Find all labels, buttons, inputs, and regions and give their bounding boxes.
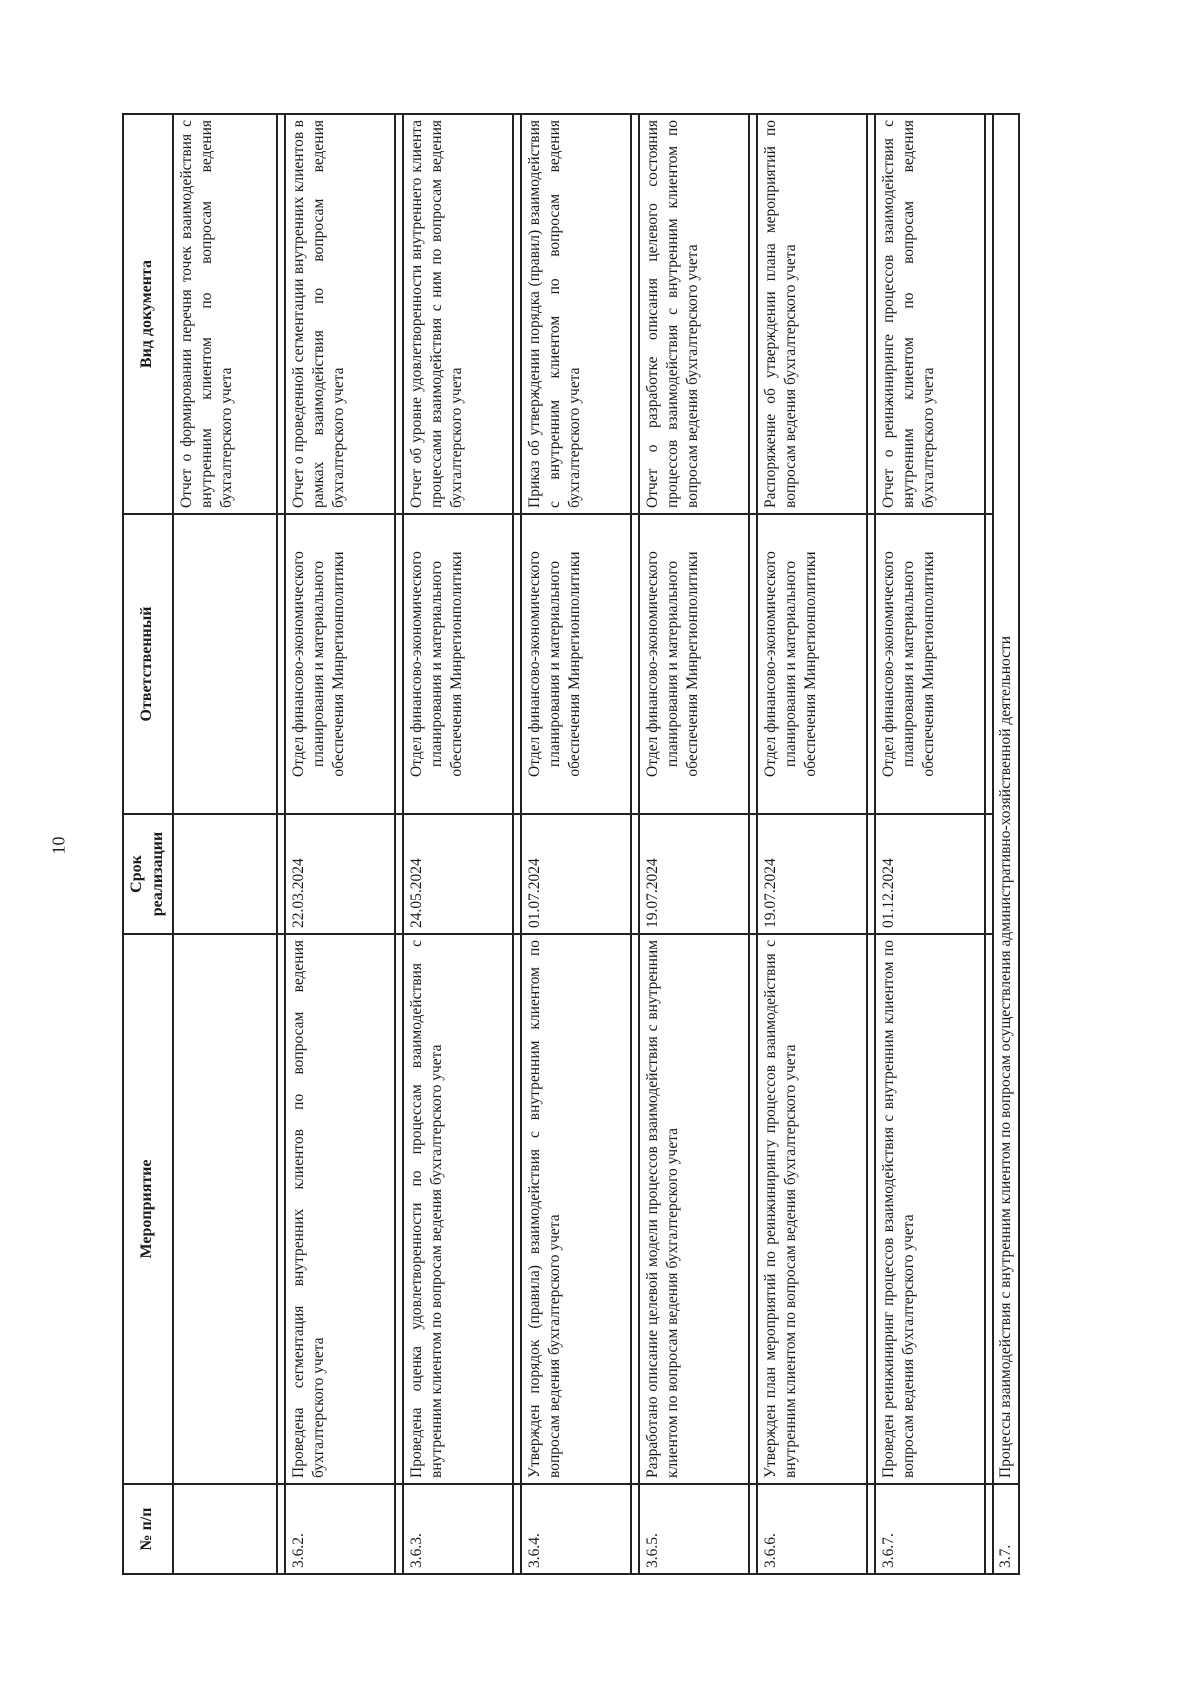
cell-date: 01.12.2024: [875, 814, 985, 934]
section-title: Процессы взаимодействия с внутренним клиентом по вопросам осуществления административно-хозяйственной деятельности: [993, 114, 1019, 1484]
row-separator: [867, 114, 875, 1574]
cell-date: 22.03.2024: [285, 814, 395, 934]
cell-date: [173, 814, 277, 934]
cell-date: 24.05.2024: [403, 814, 513, 934]
cell-event: [173, 934, 277, 1484]
header-num: № п/п: [123, 1484, 173, 1574]
row-separator: [395, 114, 403, 1574]
cell-num: 3.6.2.: [285, 1484, 395, 1574]
cell-num: 3.6.5.: [639, 1484, 749, 1574]
plan-table: [122, 113, 1020, 1575]
cell-responsible: Отдел финансово-экономического планирования и материального обеспечения Минрегионполитики: [521, 514, 631, 814]
table-row: [521, 114, 631, 1574]
header-doc: Вид документа: [123, 114, 173, 514]
cell-doc: Отчет о разработке описания целевого состояния процессов взаимодействия с внутренним клиентом по вопросам ведения бухгалтерского учета: [639, 114, 749, 514]
table-row: [403, 114, 513, 1574]
cell-event: Утвержден план мероприятий по реинжинирингу процессов взаимодействия с внутренним клиентом по вопросам ведения бухгалтерского учета: [757, 934, 867, 1484]
cell-num: 3.6.6.: [757, 1484, 867, 1574]
cell-responsible: Отдел финансово-экономического планирования и материального обеспечения Минрегионполитики: [639, 514, 749, 814]
cell-responsible: Отдел финансово-экономического планирования и материального обеспечения Минрегионполитики: [285, 514, 395, 814]
cell-num: 3.6.7.: [875, 1484, 985, 1574]
page-number: 10: [48, 836, 69, 855]
section-num: 3.7.: [993, 1484, 1019, 1574]
row-separator: [985, 114, 993, 1574]
cell-doc: Отчет о реинжиниринге процессов взаимодействия с внутренним клиентом по вопросам ведения бухгалтерского учета: [875, 114, 985, 514]
cell-event: Утвержден порядок (правила) взаимодействия с внутренним клиентом по вопросам ведения бухгалтерского учета: [521, 934, 631, 1484]
header-responsible: Ответственный: [123, 514, 173, 814]
cell-doc: Отчет о проведенной сегментации внутренних клиентов в рамках взаимодействия по вопросам ведения бухгалтерского учета: [285, 114, 395, 514]
cell-date: 01.07.2024: [521, 814, 631, 934]
row-separator: [277, 114, 285, 1574]
section-row: [993, 114, 1019, 1574]
cell-date: 19.07.2024: [757, 814, 867, 934]
cell-responsible: Отдел финансово-экономического планирования и материального обеспечения Минрегионполитики: [757, 514, 867, 814]
cell-responsible: [173, 514, 277, 814]
table-row: [875, 114, 985, 1574]
cell-date: 19.07.2024: [639, 814, 749, 934]
row-separator: [513, 114, 521, 1574]
table-header-row: [123, 114, 173, 1574]
cell-doc: Отчет об уровне удовлетворенности внутреннего клиента процессами взаимодействия с ним по вопросам ведения бухгалтерского учета: [403, 114, 513, 514]
rotated-page-content: [122, 115, 1057, 1575]
table-row: [757, 114, 867, 1574]
cell-event: Разработано описание целевой модели процессов взаимодействия с внутренним клиентом по вопросам ведения бухгалтерского учета: [639, 934, 749, 1484]
header-event: Мероприятие: [123, 934, 173, 1484]
row-separator: [631, 114, 639, 1574]
table-row: [285, 114, 395, 1574]
cell-event: Проведена оценка удовлетворенности по процессам взаимодействия с внутренним клиентом по вопросам ведения бухгалтерского учета: [403, 934, 513, 1484]
cell-doc: Распоряжение об утверждении плана мероприятий по вопросам ведения бухгалтерского учета: [757, 114, 867, 514]
cell-doc: Отчет о формировании перечня точек взаимодействия с внутренним клиентом по вопросам ведения бухгалтерского учета: [173, 114, 277, 514]
table-row: [173, 114, 277, 1574]
cell-num: 3.6.3.: [403, 1484, 513, 1574]
header-deadline: Срок реализации: [123, 814, 173, 934]
row-separator: [749, 114, 757, 1574]
cell-responsible: Отдел финансово-экономического планирования и материального обеспечения Минрегионполитики: [403, 514, 513, 814]
cell-num: [173, 1484, 277, 1574]
cell-event: Проведена сегментация внутренних клиентов по вопросам ведения бухгалтерского учета: [285, 934, 395, 1484]
cell-num: 3.6.4.: [521, 1484, 631, 1574]
table-row: [639, 114, 749, 1574]
cell-doc: Приказ об утверждении порядка (правил) взаимодействия с внутренним клиентом по вопросам ведения бухгалтерского учета: [521, 114, 631, 514]
cell-responsible: Отдел финансово-экономического планирования и материального обеспечения Минрегионполитики: [875, 514, 985, 814]
cell-event: Проведен реинжиниринг процессов взаимодействия с внутренним клиентом по вопросам ведения бухгалтерского учета: [875, 934, 985, 1484]
